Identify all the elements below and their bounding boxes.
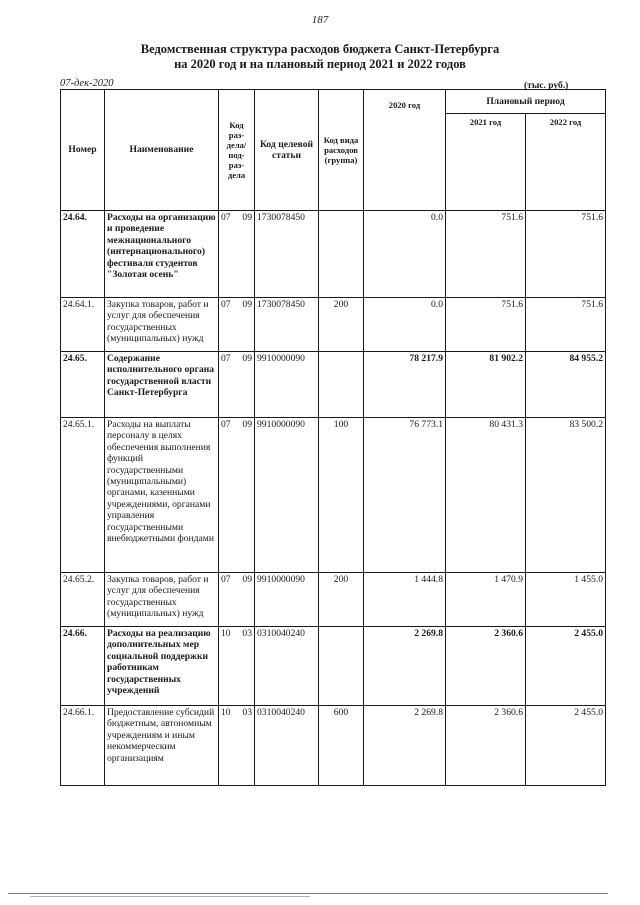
header-2020: 2020 год: [364, 90, 446, 211]
row-value-2020: 78 217.9: [364, 352, 446, 418]
row-kind-code: 600: [319, 706, 364, 786]
row-number: 24.66.1.: [61, 706, 105, 786]
row-section-code: 10: [219, 706, 237, 786]
table-row: [61, 418, 606, 573]
row-subsection-code: 09: [237, 418, 255, 573]
table-row: [61, 211, 606, 298]
row-number: 24.64.: [61, 211, 105, 298]
header-target: Код целевой статьи: [255, 90, 319, 211]
row-value-2020: 0.0: [364, 298, 446, 352]
row-subsection-code: 03: [237, 706, 255, 786]
row-value-2021: 2 360.6: [446, 627, 526, 706]
document-title: [0, 42, 640, 72]
title-line-1: Ведомственная структура расходов бюджета Санкт-Петербурга: [140, 42, 500, 56]
row-name: Закупка товаров, работ и услуг для обеспечения государственных (муниципальных) нужд: [105, 298, 219, 352]
row-subsection-code: 09: [237, 352, 255, 418]
header-kind: Код вида расходов (группа): [319, 90, 364, 211]
header-section: Код раз-дела/ под-раз-дела: [219, 90, 255, 211]
budget-table: [60, 89, 606, 786]
header-2021: 2021 год: [446, 114, 526, 211]
row-name: Содержание исполнительного органа государственной власти Санкт-Петербурга: [105, 352, 219, 418]
row-subsection-code: 09: [237, 573, 255, 627]
row-section-code: 07: [219, 573, 237, 627]
row-number: 24.65.: [61, 352, 105, 418]
row-value-2022: 83 500.2: [526, 418, 606, 573]
row-name: Расходы на организацию и проведение межнационального (интернационального) фестиваля студентов "Золотая осень": [105, 211, 219, 298]
row-target-code: 1730078450: [255, 211, 319, 298]
row-kind-code: 200: [319, 573, 364, 627]
row-value-2022: 751.6: [526, 211, 606, 298]
header-number: Номер: [61, 90, 105, 211]
row-section-code: 07: [219, 211, 237, 298]
title-line-2: на 2020 год и на плановый период 2021 и 2022 годов: [174, 57, 466, 71]
row-subsection-code: 03: [237, 627, 255, 706]
row-section-code: 07: [219, 352, 237, 418]
row-name: Предоставление субсидий бюджетным, автономным учреждениям и иным некоммерческим организациям: [105, 706, 219, 786]
row-value-2022: 751.6: [526, 298, 606, 352]
row-section-code: 10: [219, 627, 237, 706]
header-name: Наименование: [105, 90, 219, 211]
row-kind-code: [319, 352, 364, 418]
row-name: Расходы на реализацию дополнительных мер социальной поддержки работникам государственных учреждений: [105, 627, 219, 706]
row-subsection-code: 09: [237, 298, 255, 352]
row-target-code: 0310040240: [255, 706, 319, 786]
row-kind-code: [319, 211, 364, 298]
row-target-code: 0310040240: [255, 627, 319, 706]
row-value-2021: 751.6: [446, 298, 526, 352]
row-value-2022: 1 455.0: [526, 573, 606, 627]
row-kind-code: 200: [319, 298, 364, 352]
row-target-code: 1730078450: [255, 298, 319, 352]
row-target-code: 9910000090: [255, 573, 319, 627]
row-target-code: 9910000090: [255, 352, 319, 418]
units-label: (тыс. руб.): [524, 81, 569, 91]
row-value-2020: 1 444.8: [364, 573, 446, 627]
header-2022: 2022 год: [526, 114, 606, 211]
scan-artifact-line: [30, 896, 310, 897]
row-value-2022: 2 455.0: [526, 706, 606, 786]
document-date: 07-дек-2020: [60, 78, 114, 89]
table-row: [61, 352, 606, 418]
row-section-code: 07: [219, 418, 237, 573]
row-number: 24.65.2.: [61, 573, 105, 627]
row-number: 24.65.1.: [61, 418, 105, 573]
row-section-code: 07: [219, 298, 237, 352]
row-name: Расходы на выплаты персоналу в целях обеспечения выполнения функций государственными (муниципальными) органами, казенными учреждениями, органами управления государственными внебюджетными фондами: [105, 418, 219, 573]
row-value-2021: 80 431.3: [446, 418, 526, 573]
row-value-2020: 2 269.8: [364, 627, 446, 706]
row-value-2020: 0.0: [364, 211, 446, 298]
page-number: 187: [311, 14, 329, 26]
row-target-code: 9910000090: [255, 418, 319, 573]
row-name: Закупка товаров, работ и услуг для обеспечения государственных (муниципальных) нужд: [105, 573, 219, 627]
row-value-2022: 84 955.2: [526, 352, 606, 418]
table-row: [61, 627, 606, 706]
row-number: 24.66.: [61, 627, 105, 706]
row-kind-code: 100: [319, 418, 364, 573]
row-kind-code: [319, 627, 364, 706]
row-value-2020: 2 269.8: [364, 706, 446, 786]
row-value-2021: 2 360.6: [446, 706, 526, 786]
table-row: [61, 298, 606, 352]
scan-artifact-line: [8, 893, 608, 894]
header-planned-period: Плановый период: [446, 90, 606, 114]
table-row: [61, 573, 606, 627]
row-value-2021: 751.6: [446, 211, 526, 298]
row-value-2020: 76 773.1: [364, 418, 446, 573]
table-row: [61, 706, 606, 786]
row-number: 24.64.1.: [61, 298, 105, 352]
row-subsection-code: 09: [237, 211, 255, 298]
row-value-2022: 2 455.0: [526, 627, 606, 706]
row-value-2021: 1 470.9: [446, 573, 526, 627]
row-value-2021: 81 902.2: [446, 352, 526, 418]
